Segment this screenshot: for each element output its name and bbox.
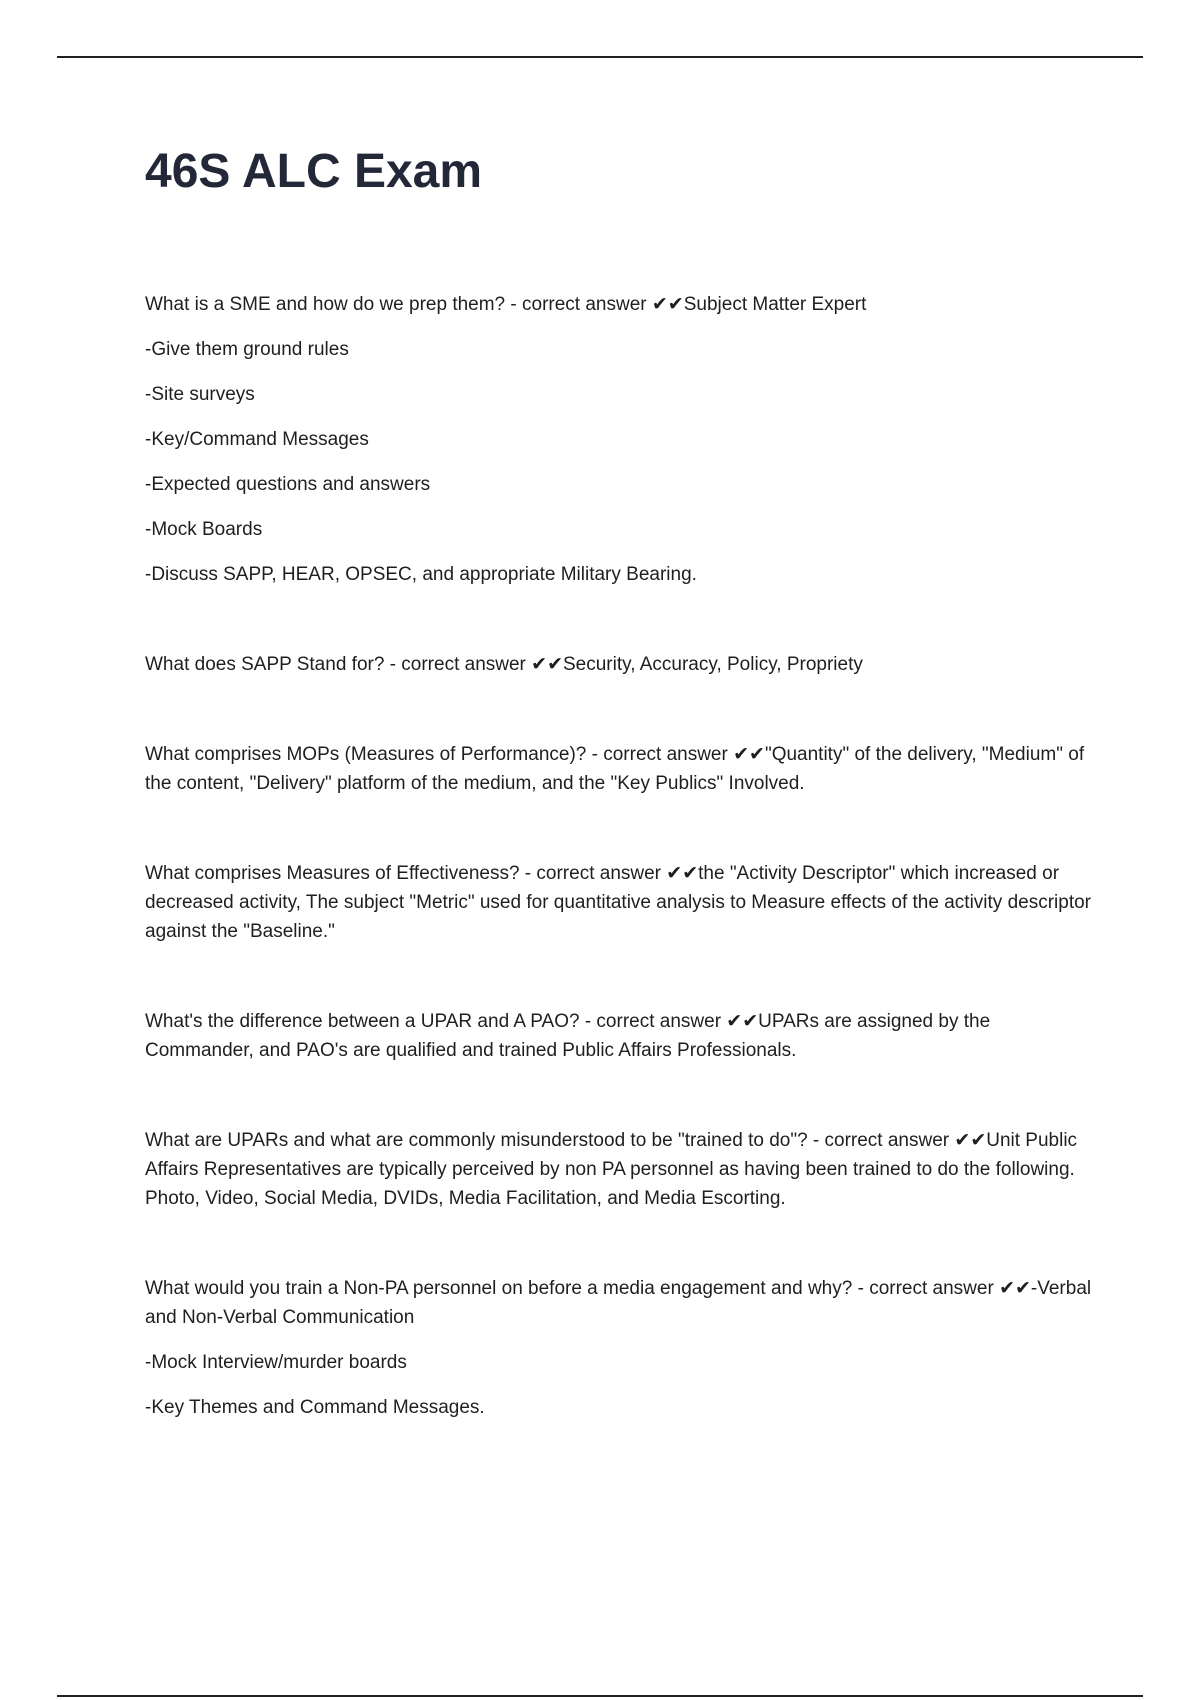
question-answer-line: What comprises Measures of Effectiveness? - correct answer ✔✔the "Activity Descriptor" which increased or decreased activity, The subject "Metric" used for quantitative analysis to Measure effects of the activity descriptor against the "Baseline." xyxy=(145,863,1091,942)
answer-line: -Key/Command Messages xyxy=(145,429,369,450)
question-answer-line: What are UPARs and what are commonly misunderstood to be "trained to do"? - correct answer ✔✔Unit Public Affairs Representatives are typically perceived by non PA personnel as having been trained to do the following. Photo, Video, Social Media, DVIDs, Media Facilitation, and Media Escorting. xyxy=(145,1130,1078,1209)
answer-line: -Expected questions and answers xyxy=(145,474,431,495)
answer-line: -Mock Boards xyxy=(145,519,263,540)
qa-item-sme xyxy=(145,290,1100,589)
qa-item-upar-pao xyxy=(145,1007,1100,1065)
top-rule xyxy=(57,56,1143,58)
qa-item-non-pa-training xyxy=(145,1274,1100,1422)
bottom-rule xyxy=(57,1695,1143,1697)
answer-line: -Site surveys xyxy=(145,384,255,405)
question-answer-line: What would you train a Non-PA personnel on before a media engagement and why? - correct answer ✔✔-Verbal and Non-Verbal Communication xyxy=(145,1278,1092,1328)
answer-line: -Discuss SAPP, HEAR, OPSEC, and appropriate Military Bearing. xyxy=(145,564,697,585)
qa-item-sapp xyxy=(145,650,1100,679)
answer-line: -Mock Interview/murder boards xyxy=(145,1352,407,1373)
question-answer-line: What's the difference between a UPAR and A PAO? - correct answer ✔✔UPARs are assigned by the Commander, and PAO's are qualified and trained Public Affairs Professionals. xyxy=(145,1011,991,1061)
qa-item-moe xyxy=(145,859,1100,946)
question-answer-line: What does SAPP Stand for? - correct answer ✔✔Security, Accuracy, Policy, Propriety xyxy=(145,654,863,675)
page-title: 46S ALC Exam xyxy=(145,145,483,198)
answer-line: -Key Themes and Command Messages. xyxy=(145,1397,485,1418)
qa-list xyxy=(145,290,1100,1483)
question-answer-line: What comprises MOPs (Measures of Performance)? - correct answer ✔✔"Quantity" of the delivery, "Medium" of the content, "Delivery" platform of the medium, and the "Key Publics" Involved. xyxy=(145,744,1085,794)
qa-item-upars xyxy=(145,1126,1100,1213)
answer-line: -Give them ground rules xyxy=(145,339,349,360)
question-answer-line: What is a SME and how do we prep them? - correct answer ✔✔Subject Matter Expert xyxy=(145,294,867,315)
qa-item-mops xyxy=(145,740,1100,798)
